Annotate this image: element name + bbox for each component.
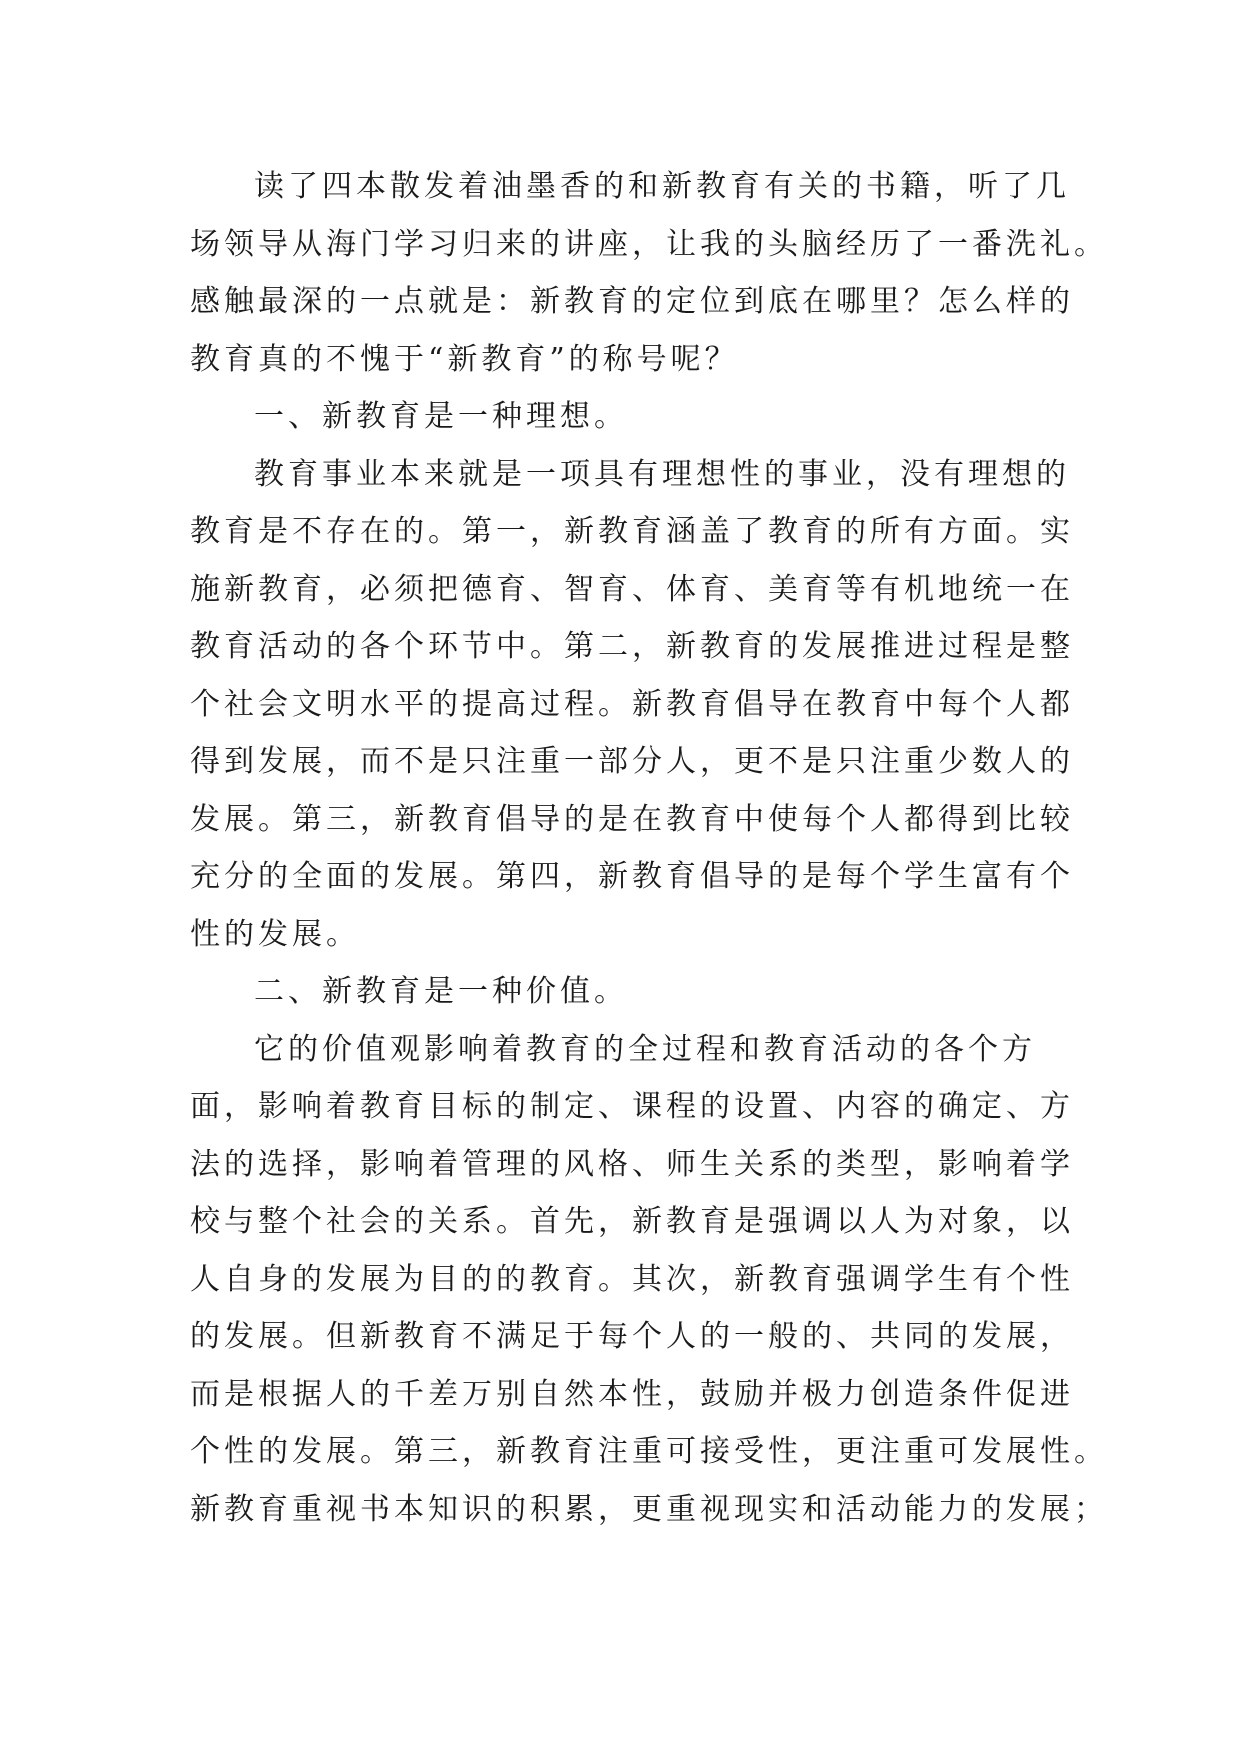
paragraph-line: 场领导从海门学习归来的讲座，让我的头脑经历了一番洗礼。 (190, 226, 1108, 262)
section-heading: 一、新教育是一种理想。 (254, 399, 628, 434)
paragraph-line: 法的选择，影响着管理的风格、师生关系的类型，影响着学 (190, 1146, 1074, 1182)
paragraph-line: 充分的全面的发展。第四，新教育倡导的是每个学生富有个 (190, 859, 1074, 894)
paragraph-line: 感触最深的一点就是：新教育的定位到底在哪里？怎么样的 (190, 284, 1074, 319)
body-text (190, 158, 1108, 1538)
paragraph-line: 得到发展，而不是只注重一部分人，更不是只注重少数人的 (190, 744, 1074, 779)
paragraph-line: 施新教育，必须把德育、智育、体育、美育等有机地统一在 (190, 571, 1074, 607)
paragraph-line: 面，影响着教育目标的制定、课程的设置、内容的确定、方 (190, 1089, 1074, 1124)
paragraph-line: 教育事业本来就是一项具有理想性的事业，没有理想的 (254, 456, 1070, 492)
paragraph-line: 个性的发展。第三，新教育注重可接受性，更注重可发展性。 (190, 1434, 1108, 1469)
paragraph-line: 个社会文明水平的提高过程。新教育倡导在教育中每个人都 (190, 686, 1074, 722)
paragraph-line: 校与整个社会的关系。首先，新教育是强调以人为对象，以 (190, 1204, 1074, 1239)
paragraph-line: 它的价值观影响着教育的全过程和教育活动的各个方 (254, 1031, 1036, 1067)
paragraph-line: 教育是不存在的。第一，新教育涵盖了教育的所有方面。实 (190, 514, 1074, 549)
paragraph-line: 教育活动的各个环节中。第二，新教育的发展推进过程是整 (190, 629, 1074, 664)
paragraph-line: 新教育重视书本知识的积累，更重视现实和活动能力的发展； (190, 1491, 1108, 1527)
section-heading: 二、新教育是一种价值。 (254, 974, 628, 1009)
paragraph-line: 的发展。但新教育不满足于每个人的一般的、共同的发展， (190, 1319, 1074, 1354)
paragraph-line: 而是根据人的千差万别自然本性，鼓励并极力创造条件促进 (190, 1376, 1074, 1412)
paragraph-line: 发展。第三，新教育倡导的是在教育中使每个人都得到比较 (190, 801, 1074, 837)
paragraph-line: 教育真的不愧于“新教育”的称号呢？ (190, 341, 739, 377)
paragraph-line: 人自身的发展为目的的教育。其次，新教育强调学生有个性 (190, 1261, 1074, 1297)
paragraph-line: 读了四本散发着油墨香的和新教育有关的书籍，听了几 (254, 169, 1070, 204)
paragraph-line: 性的发展。 (190, 916, 360, 952)
